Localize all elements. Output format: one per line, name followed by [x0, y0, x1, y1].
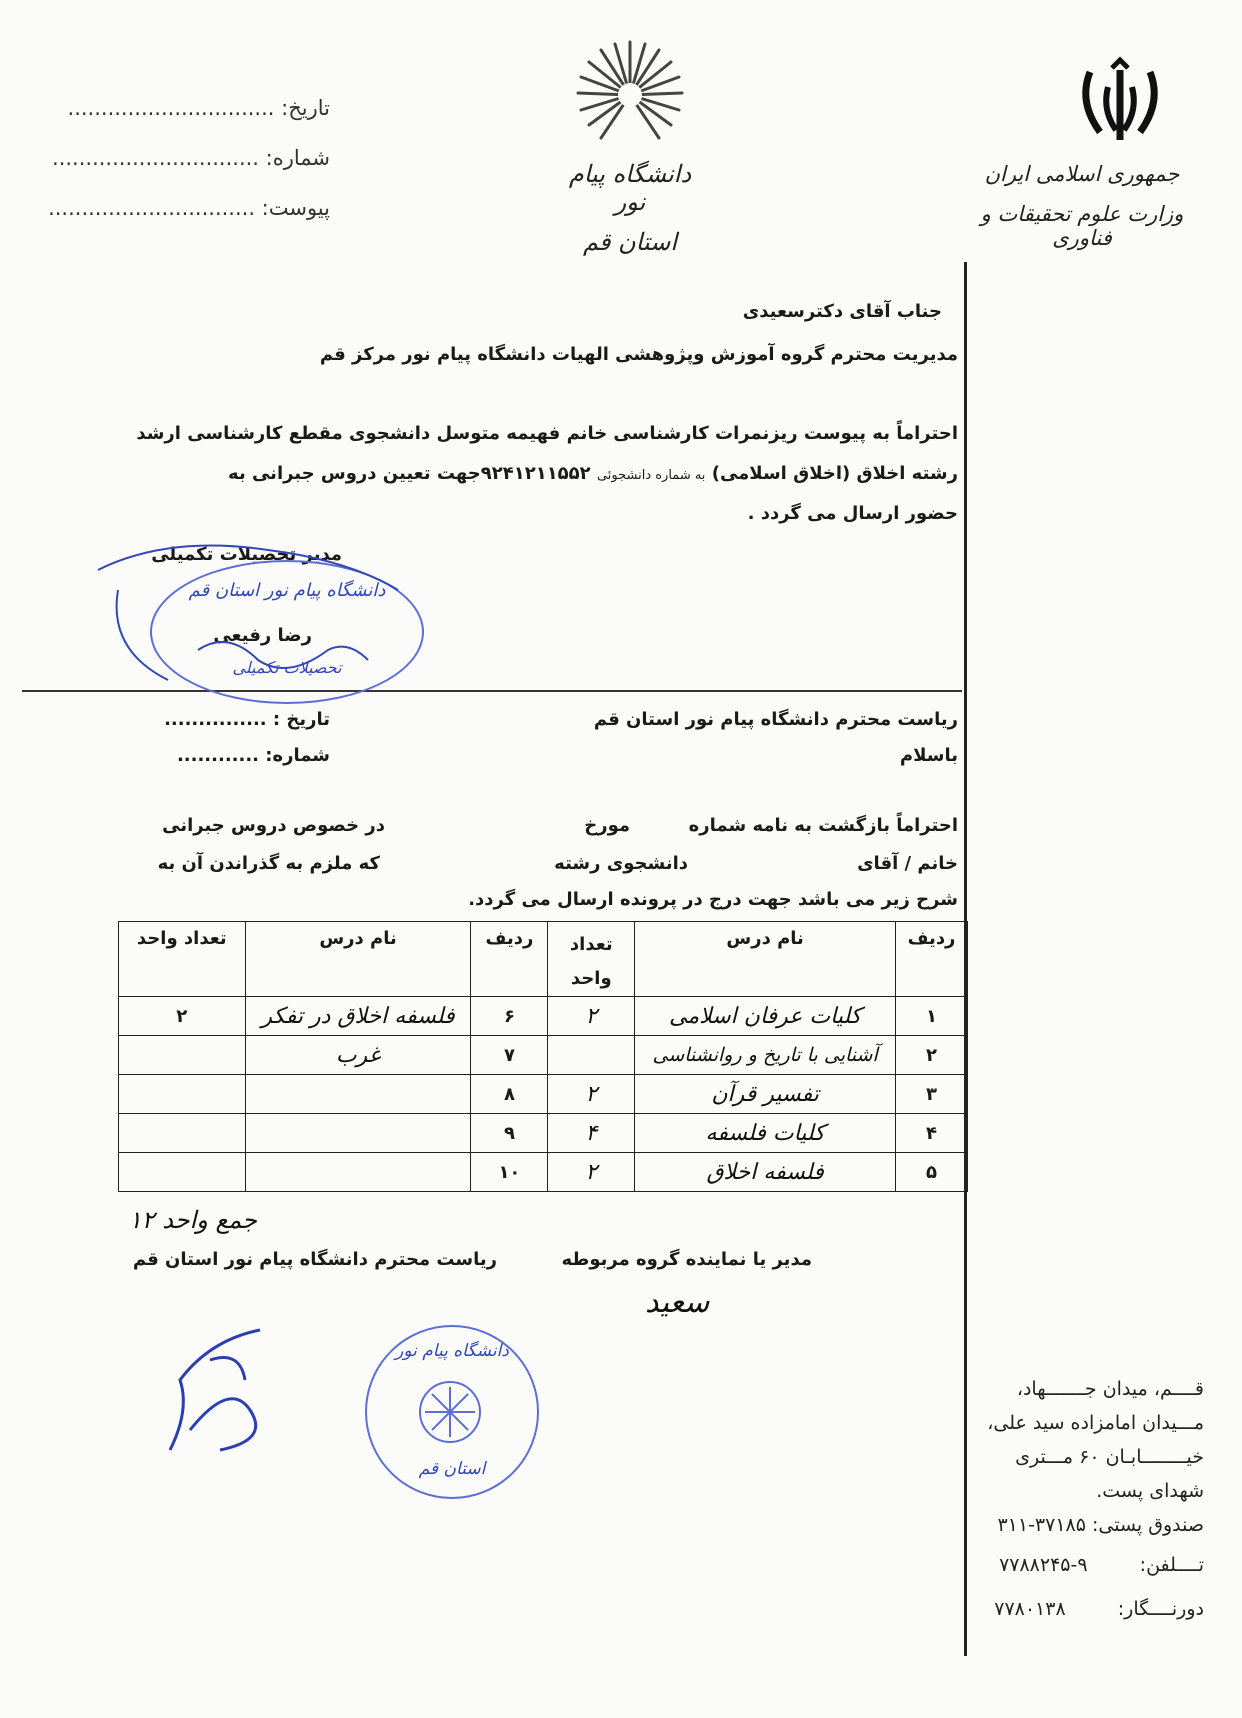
table-header: تعداد واحد: [119, 922, 246, 997]
stamp2-top: دانشگاه پیام نور: [395, 1341, 509, 1361]
table-cell: ۴: [548, 1114, 635, 1153]
address-line: خیــــــــابـان ۶۰ مـــتری: [1015, 1446, 1204, 1468]
stamp-text: دانشگاه پیام نور استان قم: [188, 580, 386, 601]
table-row: [119, 1114, 968, 1153]
gov-name: جمهوری اسلامی ایران: [984, 162, 1180, 186]
reply-line-1-a: احتراماً بازگشت به نامه شماره: [688, 815, 958, 836]
table-cell: ۲: [548, 997, 635, 1036]
stamp-sub: تحصیلات تکمیلی: [232, 658, 342, 677]
address-line: مـــیدان امامزاده سید علی،: [987, 1412, 1204, 1434]
table-row: [119, 997, 968, 1036]
table-cell: کلیات عرفان اسلامی: [635, 997, 896, 1036]
iran-emblem-icon: [1060, 52, 1180, 152]
reply-line-2-b: دانشجوی رشته: [554, 853, 688, 874]
reply-number: شماره: ............: [176, 745, 330, 766]
address-line: شهدای پست.: [1096, 1480, 1204, 1502]
table-header: ردیف: [471, 922, 548, 997]
body-line-2-a: رشته اخلاق (اخلاق اسلامی): [711, 463, 958, 484]
total-units: جمع واحد ۱۲: [128, 1206, 257, 1234]
university-name: دانشگاه پیام نور: [568, 160, 692, 216]
body-line-3: حضور ارسال می گردد .: [747, 503, 958, 524]
table-cell: ۱: [896, 997, 968, 1036]
table-cell: ۷: [471, 1036, 548, 1075]
body-line-2: [128, 454, 958, 496]
table-cell: [119, 1153, 246, 1192]
table-cell: غرب: [245, 1036, 471, 1075]
body-line-2-b: ۹۲۴۱۲۱۱۵۵۲جهت تعیین دروس جبرانی به: [228, 463, 591, 484]
table-header-row: [119, 922, 968, 997]
fax-label: دورنــــگار:: [1117, 1598, 1204, 1620]
reply-line-3: شرح زیر می باشد جهت درج در پرونده ارسال می گردد.: [468, 889, 958, 910]
table-cell: ۶: [471, 997, 548, 1036]
phone-number: ۹-۷۷۸۸۲۴۵: [999, 1554, 1088, 1576]
table-cell: ۱۰: [471, 1153, 548, 1192]
reply-greeting: باسلام: [899, 745, 958, 766]
phone-row: [964, 1548, 1204, 1582]
table-row: [119, 1153, 968, 1192]
table-cell: کلیات فلسفه: [635, 1114, 896, 1153]
reply-line-2-c: که ملزم به گذراندن آن به: [157, 853, 380, 874]
sign-title: مدیر تحصیلات تکمیلی: [151, 544, 342, 565]
fax-number: ۷۷۸۰۱۳۸: [994, 1598, 1066, 1620]
reply-date: تاریخ : ...............: [164, 709, 330, 730]
table-row: [119, 1075, 968, 1114]
table-cell: ۴: [896, 1114, 968, 1153]
table-cell: [245, 1153, 471, 1192]
table-cell: ۲: [548, 1153, 635, 1192]
address-block: [964, 1372, 1204, 1626]
addressee: جناب آقای دکترسعیدی: [742, 301, 942, 322]
table-cell: ۲: [896, 1036, 968, 1075]
table-header: ردیف: [896, 922, 968, 997]
university-province: استان قم: [582, 228, 678, 256]
sign-name: رضا رفیعی: [213, 625, 312, 646]
reply-to: ریاست محترم دانشگاه پیام نور استان قم: [593, 709, 958, 730]
courses-table: [118, 921, 968, 1192]
body-line-1: احتراماً به پیوست ریزنمرات کارشناسی خانم فهیمه متوسل دانشجوی مقطع کارشناسی ارشد: [136, 423, 958, 444]
po-box: صندوق پستی: ۳۷۱۸۵-۳۱۱: [997, 1514, 1204, 1536]
table-cell: [245, 1075, 471, 1114]
body-line-2-small: به شماره دانشجوئی: [596, 468, 706, 483]
number-field: شماره: ...............................: [52, 146, 330, 170]
university-logo: [575, 40, 685, 150]
table-cell: [245, 1114, 471, 1153]
reply-line-1-b: مورخ: [584, 815, 630, 836]
stamp-sunburst-icon: [417, 1379, 483, 1445]
table-cell: [119, 1114, 246, 1153]
table-cell: ۳: [896, 1075, 968, 1114]
stamp2-bottom: استان قم: [418, 1459, 486, 1479]
table-header: نام درس: [245, 922, 471, 997]
table-cell: تفسیر قرآن: [635, 1075, 896, 1114]
signature-scribble-icon: [88, 530, 418, 700]
phone-label: تــــلفن:: [1139, 1554, 1204, 1576]
table-row: [119, 1036, 968, 1075]
table-cell: آشنایی با تاریخ و روانشناسی: [635, 1036, 896, 1075]
table-header: تعداد واحد: [548, 922, 635, 997]
attachment-field: پیوست: ...............................: [48, 196, 330, 220]
table-cell: ۵: [896, 1153, 968, 1192]
right-sign-title: مدیر یا نماینده گروه مربوطه: [561, 1249, 812, 1270]
table-cell: [548, 1036, 635, 1075]
reply-line-1-c: در خصوص دروس جبرانی: [162, 815, 385, 836]
left-sign-title: ریاست محترم دانشگاه پیام نور استان قم: [132, 1249, 497, 1270]
table-cell: فلسفه اخلاق در تفکر: [245, 997, 471, 1036]
table-cell: ۲: [119, 997, 246, 1036]
university-round-stamp: [365, 1325, 539, 1499]
table-cell: [119, 1075, 246, 1114]
table-header: نام درس: [635, 922, 896, 997]
president-signature-icon: [150, 1320, 290, 1470]
fax-row: [964, 1592, 1204, 1626]
addressee-title: مدیریت محترم گروه آموزش وپژوهشی الهیات دانشگاه پیام نور مرکز قم: [319, 344, 958, 365]
address-line: قــــم، میدان جـــــــهاد،: [1016, 1378, 1204, 1400]
reply-line-2-a: خانم / آقای: [857, 853, 958, 874]
table-cell: ۸: [471, 1075, 548, 1114]
ministry-name: وزارت علوم تحقیقات و فناوری: [980, 202, 1184, 250]
group-signature: سعید: [645, 1285, 710, 1320]
table-cell: [119, 1036, 246, 1075]
table-cell: ۹: [471, 1114, 548, 1153]
table-cell: ۲: [548, 1075, 635, 1114]
table-cell: فلسفه اخلاق: [635, 1153, 896, 1192]
date-field: تاریخ: ...............................: [67, 96, 330, 120]
